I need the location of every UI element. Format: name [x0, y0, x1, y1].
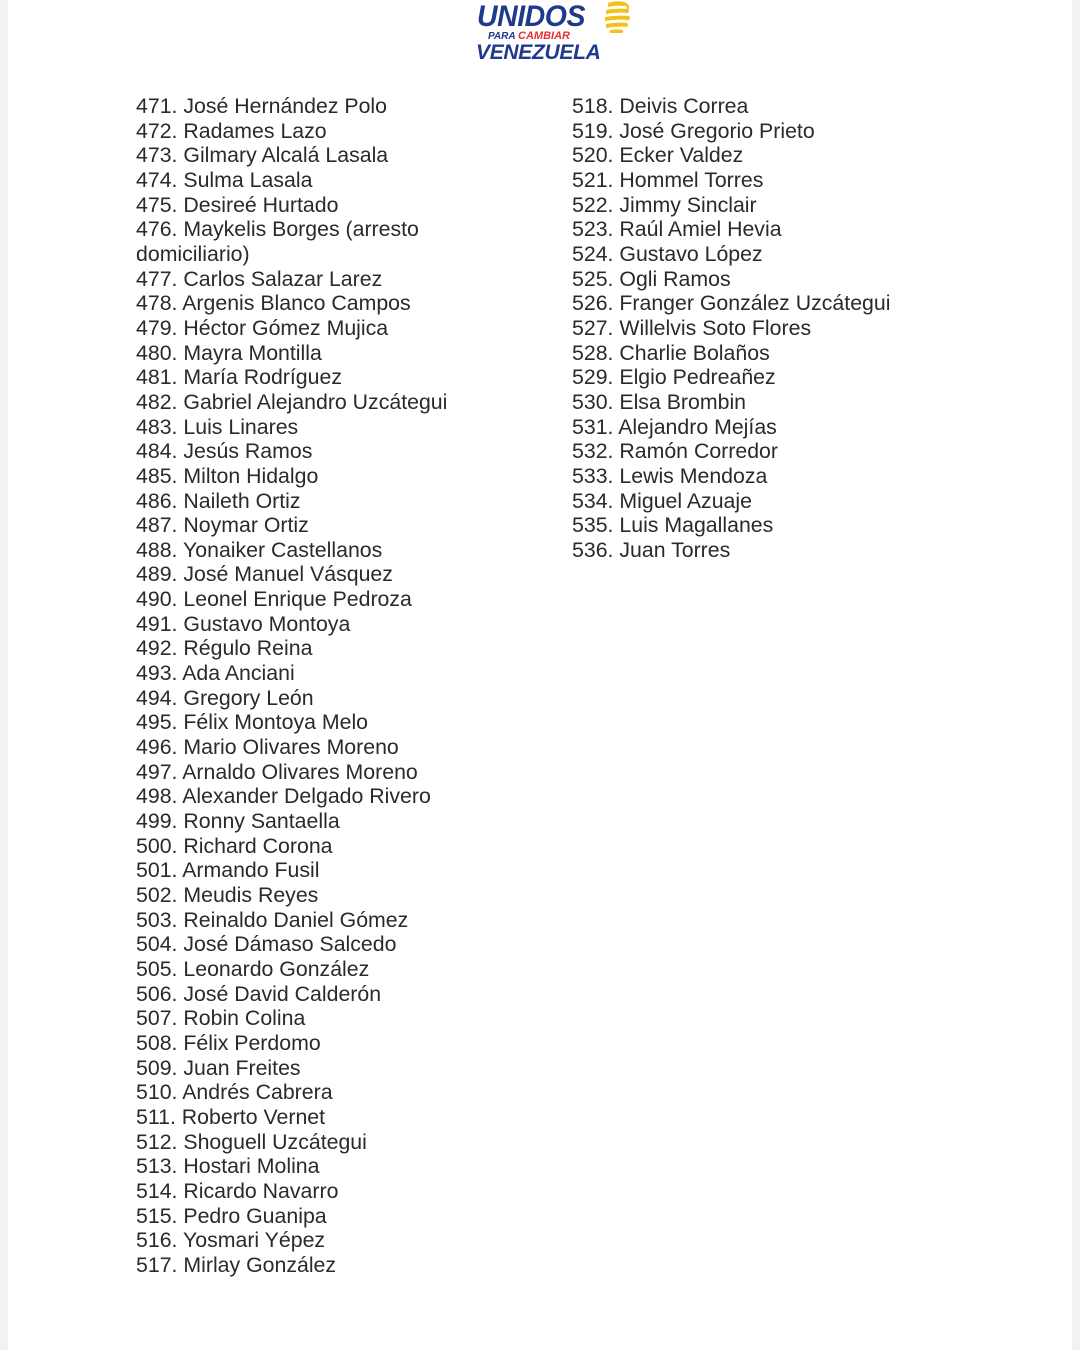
- list-item: [136, 883, 466, 908]
- list-item: [136, 1006, 466, 1031]
- list-item-name: Miguel Azuaje: [619, 488, 752, 513]
- list-item-number: 518.: [572, 94, 614, 118]
- list-item: [572, 464, 972, 489]
- list-item-name: Ronny Santaella: [183, 809, 340, 834]
- list-item-number: 499.: [136, 809, 178, 834]
- list-item: [572, 267, 972, 292]
- list-item-number: 524.: [572, 241, 614, 266]
- list-item-name: Juan Freites: [183, 1055, 301, 1080]
- list-item: [136, 932, 466, 957]
- list-item-number: 515.: [136, 1203, 178, 1228]
- list-item-number: 496.: [136, 735, 178, 760]
- list-item-name: Desireé Hurtado: [183, 192, 339, 217]
- list-item: [136, 858, 466, 883]
- list-item: [136, 1154, 466, 1179]
- list-item-name: Argenis Blanco Campos: [182, 291, 411, 316]
- logo-cambiar-text: CAMBIAR: [518, 30, 570, 42]
- list-item-name: Maykelis Borges (arresto domiciliario): [136, 217, 419, 266]
- list-item-number: 513.: [136, 1154, 178, 1179]
- list-item-number: 486.: [136, 488, 178, 513]
- list-item-name: Willelvis Soto Flores: [619, 315, 812, 340]
- hand-icon: [602, 0, 632, 34]
- list-item: [136, 834, 466, 859]
- list-item-name: Félix Perdomo: [183, 1030, 321, 1055]
- list-item: [136, 1031, 466, 1056]
- names-list-right: [572, 94, 972, 562]
- list-item: [136, 686, 466, 711]
- list-item-number: 525.: [572, 266, 614, 291]
- list-item: [136, 439, 466, 464]
- list-item-number: 479.: [136, 315, 178, 340]
- list-item: [572, 415, 972, 440]
- list-item-number: 484.: [136, 439, 178, 464]
- list-item-name: José Manuel Vásquez: [183, 562, 393, 587]
- logo-unidos-text: UNIDOS: [477, 0, 586, 33]
- list-item: [136, 119, 466, 144]
- logo-para-text: PARA: [488, 31, 516, 42]
- list-item-number: 477.: [136, 266, 178, 291]
- list-item: [572, 316, 972, 341]
- list-item-number: 498.: [136, 784, 178, 809]
- list-item-name: Gabriel Alejandro Uzcátegui: [183, 389, 448, 414]
- list-item: [136, 1253, 466, 1278]
- list-item-number: 531.: [572, 414, 614, 439]
- list-item-name: Elgio Pedreañez: [619, 365, 776, 390]
- list-item-name: Ada Anciani: [182, 661, 295, 686]
- list-item-number: 516.: [136, 1228, 178, 1253]
- list-item-number: 514.: [136, 1178, 178, 1203]
- list-item-name: Gustavo López: [619, 241, 763, 266]
- list-item-name: Ogli Ramos: [619, 266, 731, 291]
- list-item-number: 507.: [136, 1006, 178, 1031]
- list-item: [136, 94, 466, 119]
- list-item-number: 523.: [572, 217, 614, 242]
- unidos-logo: [468, 0, 638, 68]
- list-item-name: Leonardo González: [183, 956, 370, 981]
- list-item: [136, 982, 466, 1007]
- list-item-number: 473.: [136, 143, 178, 168]
- list-item: [572, 193, 972, 218]
- list-item: [572, 217, 972, 242]
- list-item: [136, 1179, 466, 1204]
- list-item: [136, 1080, 466, 1105]
- list-item-number: 478.: [136, 291, 178, 316]
- list-item: [136, 1228, 466, 1253]
- list-item-name: Jesús Ramos: [183, 439, 313, 464]
- list-item-number: 530.: [572, 389, 614, 414]
- list-item-name: Sulma Lasala: [183, 167, 313, 192]
- list-item-number: 535.: [572, 513, 614, 538]
- list-item-number: 475.: [136, 192, 178, 217]
- list-item-name: Carlos Salazar Larez: [183, 266, 383, 291]
- list-item-name: Mayra Montilla: [183, 340, 322, 365]
- list-item: [572, 489, 972, 514]
- list-item: [136, 957, 466, 982]
- list-item: [572, 143, 972, 168]
- list-item-name: Richard Corona: [183, 833, 333, 858]
- logo-venezuela-text: VENEZUELA: [476, 41, 601, 64]
- list-item-name: Shoguell Uzcátegui: [183, 1129, 367, 1154]
- list-item-number: 512.: [136, 1129, 178, 1154]
- list-item-name: Luis Magallanes: [619, 513, 774, 538]
- list-item-number: 472.: [136, 118, 178, 143]
- list-item-name: Juan Torres: [619, 537, 731, 562]
- list-item-name: Gilmary Alcalá Lasala: [183, 143, 389, 168]
- list-item-name: Hommel Torres: [619, 167, 764, 192]
- list-item-number: 522.: [572, 192, 614, 217]
- list-item: [136, 489, 466, 514]
- list-item: [572, 168, 972, 193]
- list-item-number: 526.: [572, 291, 614, 316]
- list-item-name: Hostari Molina: [183, 1154, 320, 1179]
- list-item-number: 532.: [572, 439, 614, 464]
- list-item-number: 490.: [136, 587, 178, 612]
- list-item-name: Noymar Ortiz: [183, 513, 309, 538]
- list-item-name: José David Calderón: [183, 981, 382, 1006]
- list-item-name: Gustavo Montoya: [183, 611, 351, 636]
- list-item: [136, 291, 466, 316]
- list-item-name: Arnaldo Olivares Moreno: [182, 759, 418, 784]
- list-item-name: José Gregorio Prieto: [619, 118, 815, 143]
- list-item: [572, 341, 972, 366]
- list-item-name: Régulo Reina: [183, 636, 313, 661]
- list-item-number: 517.: [136, 1252, 178, 1277]
- list-item-name: Gregory León: [183, 685, 314, 710]
- list-item: [136, 1105, 466, 1130]
- list-item: [572, 94, 972, 119]
- list-item-number: 491.: [136, 611, 178, 636]
- list-item: [136, 612, 466, 637]
- list-item: [136, 538, 466, 563]
- list-item-name: Yonaiker Castellanos: [183, 537, 383, 562]
- list-item-name: Naileth Ortiz: [183, 488, 301, 513]
- list-item: [572, 242, 972, 267]
- list-item: [136, 1130, 466, 1155]
- list-item-number: 508.: [136, 1030, 178, 1055]
- list-item: [572, 513, 972, 538]
- list-item-number: 492.: [136, 636, 178, 661]
- list-item: [136, 562, 466, 587]
- list-item-name: José Dámaso Salcedo: [183, 932, 397, 957]
- list-item: [572, 538, 972, 563]
- list-item-number: 497.: [136, 759, 178, 784]
- list-item: [136, 760, 466, 785]
- list-item-name: Lewis Mendoza: [619, 463, 768, 488]
- names-list-left: [136, 94, 466, 1278]
- list-item-number: 511.: [136, 1104, 176, 1129]
- list-item-name: Roberto Vernet: [181, 1104, 326, 1129]
- list-item-name: Robin Colina: [183, 1006, 306, 1031]
- list-item-name: Reinaldo Daniel Gómez: [183, 907, 409, 932]
- list-item-name: Raúl Amiel Hevia: [619, 217, 782, 242]
- list-item-number: 493.: [136, 661, 178, 686]
- list-item-number: 476.: [136, 217, 178, 242]
- list-item-number: 510.: [136, 1080, 178, 1105]
- list-item-name: José Hernández Polo: [183, 94, 388, 118]
- list-item: [572, 390, 972, 415]
- list-item-number: 536.: [572, 537, 614, 562]
- list-item-name: Deivis Correa: [619, 94, 749, 118]
- list-item-name: Meudis Reyes: [183, 883, 319, 907]
- list-item: [572, 291, 972, 316]
- list-item-name: María Rodríguez: [183, 365, 342, 390]
- list-item-number: 495.: [136, 710, 178, 735]
- list-item-number: 480.: [136, 340, 178, 365]
- list-item-number: 471.: [136, 94, 178, 118]
- list-item: [136, 267, 466, 292]
- list-item: [136, 143, 466, 168]
- list-item-name: Ecker Valdez: [619, 143, 744, 168]
- list-item-name: Mario Olivares Moreno: [183, 735, 399, 760]
- list-item: [136, 1204, 466, 1229]
- list-item-name: Yosmari Yépez: [183, 1228, 326, 1253]
- list-item-name: Luis Linares: [183, 414, 299, 439]
- document-page: [8, 0, 1072, 1350]
- list-item: [136, 415, 466, 440]
- list-item-name: Andrés Cabrera: [182, 1080, 333, 1105]
- list-item: [136, 390, 466, 415]
- list-item-number: 488.: [136, 537, 178, 562]
- list-item: [136, 193, 466, 218]
- list-item: [572, 365, 972, 390]
- list-item-name: Ricardo Navarro: [183, 1178, 339, 1203]
- list-item-name: Alejandro Mejías: [618, 414, 777, 439]
- list-item-name: Jimmy Sinclair: [619, 192, 757, 217]
- list-item-name: Pedro Guanipa: [183, 1203, 327, 1228]
- list-item: [136, 710, 466, 735]
- list-item-number: 534.: [572, 488, 614, 513]
- list-item: [136, 464, 466, 489]
- list-item: [136, 636, 466, 661]
- list-item: [136, 809, 466, 834]
- list-item-name: Milton Hidalgo: [183, 463, 319, 488]
- list-item-name: Héctor Gómez Mujica: [183, 315, 389, 340]
- list-item-name: Mirlay González: [183, 1252, 337, 1277]
- list-item: [136, 341, 466, 366]
- list-item-number: 505.: [136, 956, 178, 981]
- list-item-number: 533.: [572, 463, 614, 488]
- list-item: [136, 168, 466, 193]
- list-item: [136, 513, 466, 538]
- list-item-number: 487.: [136, 513, 178, 538]
- list-item-number: 506.: [136, 981, 178, 1006]
- list-item-name: Franger González Uzcátegui: [619, 291, 891, 316]
- list-item-number: 528.: [572, 340, 614, 365]
- list-item-name: Charlie Bolaños: [619, 340, 770, 365]
- list-item: [136, 784, 466, 809]
- list-item-number: 481.: [136, 365, 178, 390]
- list-item: [136, 217, 466, 266]
- list-item-name: Elsa Brombin: [619, 389, 747, 414]
- list-item-number: 500.: [136, 833, 178, 858]
- list-item-number: 485.: [136, 463, 178, 488]
- list-item-number: 489.: [136, 562, 178, 587]
- list-item-number: 502.: [136, 883, 178, 907]
- list-item-name: Radames Lazo: [183, 118, 327, 143]
- list-item-number: 509.: [136, 1055, 178, 1080]
- list-item-number: 501.: [136, 858, 178, 883]
- list-item: [136, 365, 466, 390]
- list-item-number: 474.: [136, 167, 178, 192]
- list-item-name: Ramón Corredor: [619, 439, 778, 464]
- list-item-number: 503.: [136, 907, 178, 932]
- list-item: [136, 587, 466, 612]
- list-item-number: 504.: [136, 932, 178, 957]
- list-item-number: 529.: [572, 365, 614, 390]
- list-item: [136, 1056, 466, 1081]
- list-item: [572, 439, 972, 464]
- list-item-number: 521.: [572, 167, 614, 192]
- list-item: [136, 908, 466, 933]
- list-item-number: 482.: [136, 389, 178, 414]
- list-item-number: 519.: [572, 118, 614, 143]
- list-item: [136, 661, 466, 686]
- list-item: [136, 735, 466, 760]
- list-item-name: Alexander Delgado Rivero: [182, 784, 431, 809]
- list-item-number: 483.: [136, 414, 178, 439]
- list-item-number: 527.: [572, 315, 614, 340]
- list-item-name: Leonel Enrique Pedroza: [183, 587, 412, 612]
- list-item: [572, 119, 972, 144]
- list-item-number: 520.: [572, 143, 614, 168]
- list-item: [136, 316, 466, 341]
- list-item-name: Armando Fusil: [182, 858, 320, 883]
- list-item-name: Félix Montoya Melo: [183, 710, 369, 735]
- list-item-number: 494.: [136, 685, 178, 710]
